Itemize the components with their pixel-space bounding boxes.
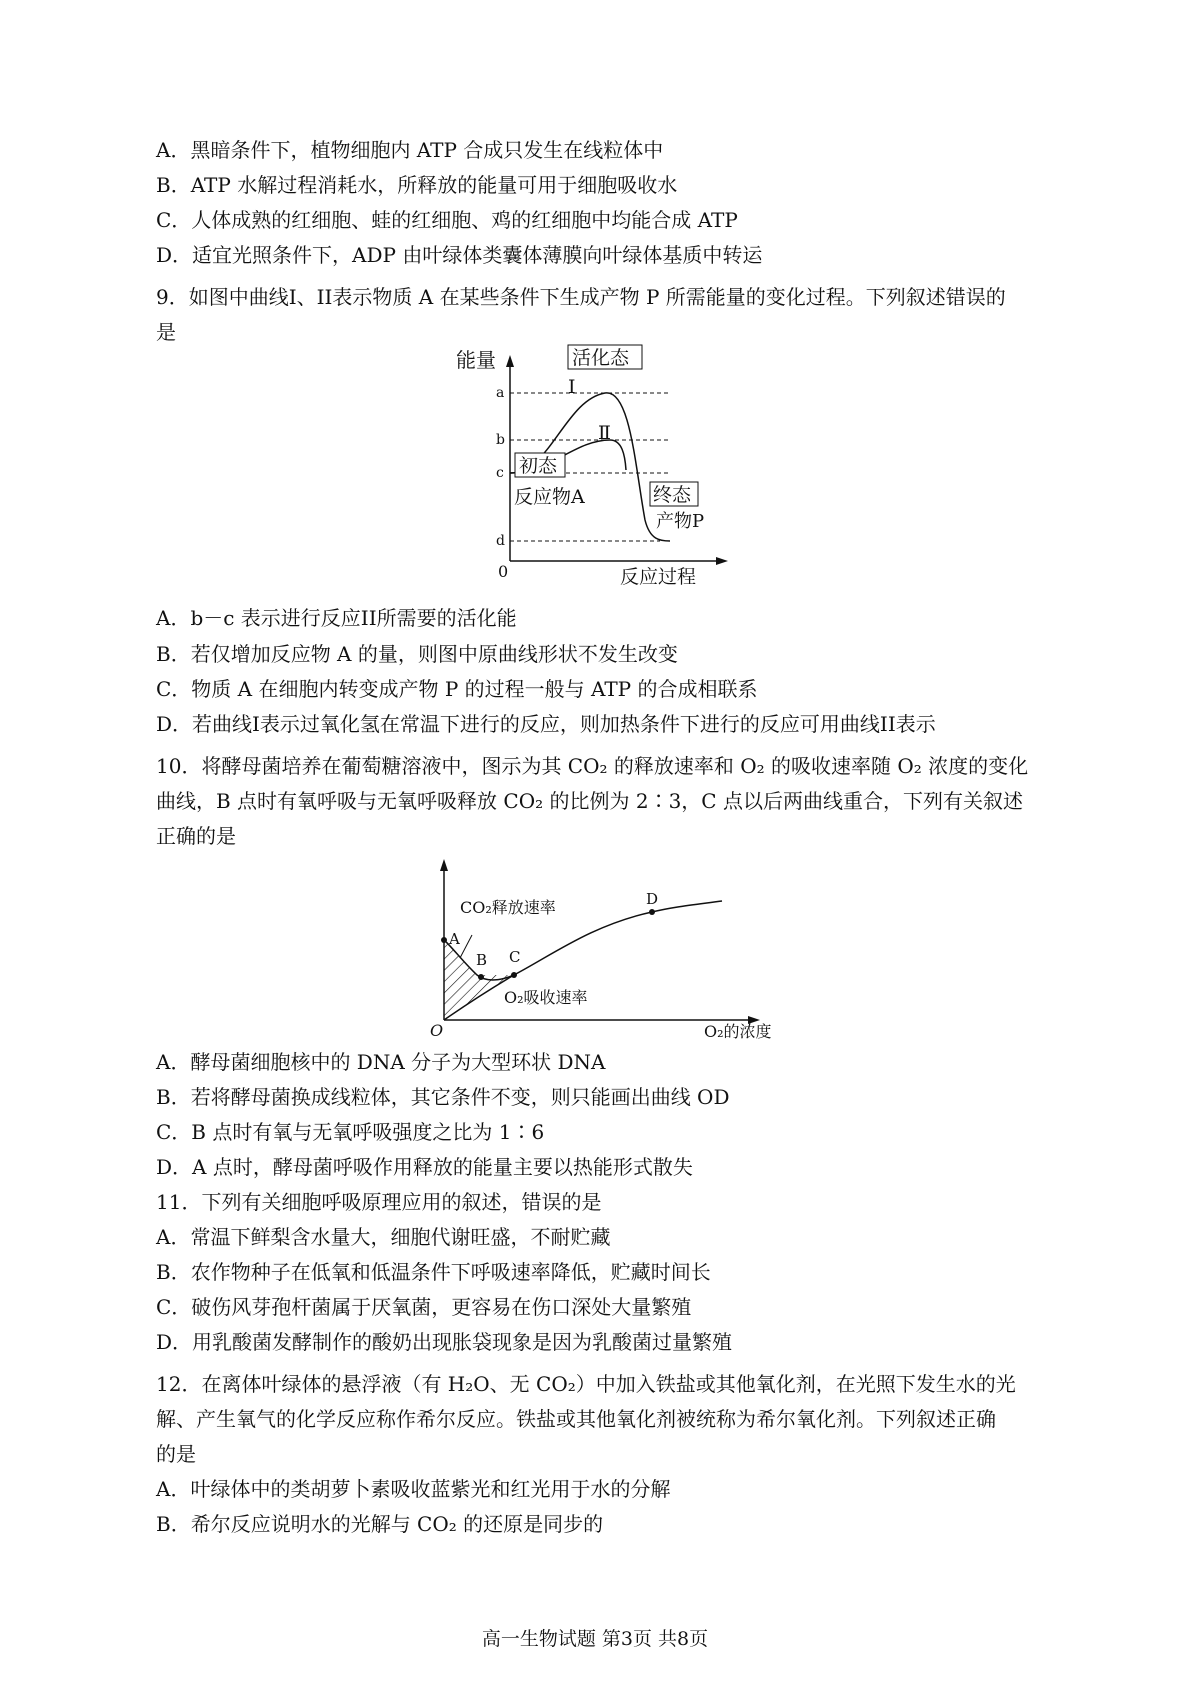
q11-option-c: C．破伤风芽孢杆菌属于厌氧菌，更容易在伤口深处大量繁殖 [156,1295,692,1319]
curve-2-label: Ⅱ [598,422,611,444]
q9-stem-line2: 是 [156,320,176,344]
point-a-dot [441,937,447,943]
q8-option-a: A．黑暗条件下，植物细胞内 ATP 合成只发生在线粒体中 [156,138,664,162]
origin-label: 0 [498,562,509,581]
level-d-label: d [496,533,505,549]
q8-option-b: B．ATP 水解过程消耗水，所释放的能量可用于细胞吸收水 [156,173,678,197]
q12-stem-line2: 解、产生氧气的化学反应称作希尔反应。铁盐或其他氧化剂被统称为希尔氧化剂。下列叙述正确 [156,1407,996,1431]
level-b-label: b [496,432,505,448]
q8-option-c: C．人体成熟的红细胞、蛙的红细胞、鸡的红细胞中均能合成 ATP [156,208,738,232]
q9-stem-line1: 9．如图中曲线I、II表示物质 A 在某些条件下生成产物 P 所需能量的变化过程。下列叙述错误的 [156,285,1006,309]
q10-option-a: A．酵母菌细胞核中的 DNA 分子为大型环状 DNA [156,1050,606,1074]
q9-option-b: B．若仅增加反应物 A 的量，则图中原曲线形状不发生改变 [156,642,678,666]
y-axis-label: 能量 [456,348,496,372]
point-d-dot [649,909,655,915]
q10-option-b: B．若将酵母菌换成线粒体，其它条件不变，则只能画出曲线 OD [156,1085,730,1109]
q10-stem-line2: 曲线，B 点时有氧呼吸与无氧呼吸释放 CO₂ 的比例为 2∶3，C 点以后两曲线重合，下列有关叙述 [156,789,1023,813]
point-c-dot [511,972,517,978]
curve-1-label: I [568,376,576,398]
q12-stem-line1: 12．在离体叶绿体的悬浮液（有 H₂O、无 CO₂）中加入铁盐或其他氧化剂，在光照下发生水的光 [156,1372,1016,1396]
q12-option-a: A．叶绿体中的类胡萝卜素吸收蓝紫光和红光用于水的分解 [156,1477,671,1501]
point-d-label: D [646,890,659,908]
q12-stem-line3: 的是 [156,1442,196,1466]
q10-option-d: D．A 点时，酵母菌呼吸作用释放的能量主要以热能形式散失 [156,1155,693,1179]
y-arrow-icon [506,355,514,367]
x-arrow-icon [716,557,728,565]
q9-option-c: C．物质 A 在细胞内转变成产物 P 的过程一般与 ATP 的合成相联系 [156,677,758,701]
q12-option-b: B．希尔反应说明水的光解与 CO₂ 的还原是同步的 [156,1512,604,1536]
co2-pointer [460,935,472,958]
co2-leader-line [456,855,464,857]
q9-option-d: D．若曲线I表示过氧化氢在常温下进行的反应，则加热条件下进行的反应可用曲线II表示 [156,712,936,736]
q9-option-a: A．b－c 表示进行反应II所需要的活化能 [156,606,517,630]
point-a-label: A [449,930,460,948]
q10-stem-line1: 10．将酵母菌培养在葡萄糖溶液中，图示为其 CO₂ 的释放速率和 O₂ 的吸收速率随 O₂ 浓度的变化 [156,754,1029,778]
respiration-graph [412,855,792,1040]
co2-rate-label: CO₂释放速率 [460,898,556,917]
q11-option-a: A．常温下鲜梨含水量大，细胞代谢旺盛，不耐贮藏 [156,1225,611,1249]
energy-diagram [456,345,730,595]
x-axis-label: 反应过程 [620,566,697,588]
q10-stem-line3: 正确的是 [156,824,236,848]
q11-stem: 11．下列有关细胞呼吸原理应用的叙述，错误的是 [156,1190,602,1214]
point-b-label: B [476,951,488,969]
resp-y-arrow-icon [440,859,448,871]
point-c-label: C [509,948,521,966]
resp-x-axis-label: O₂的浓度 [704,1022,772,1041]
q8-option-d: D．适宜光照条件下，ADP 由叶绿体类囊体薄膜向叶绿体基质中转运 [156,243,763,267]
o2-rate-label: O₂吸收速率 [504,988,588,1007]
activated-state-label: 活化态 [572,347,630,369]
page-footer: 高一生物试题 第3页 共8页 [481,1628,709,1650]
q11-option-d: D．用乳酸菌发酵制作的酸奶出现胀袋现象是因为乳酸菌过量繁殖 [156,1330,733,1354]
final-state-label: 终态 [653,484,692,506]
level-c-label: c [496,465,504,481]
q10-option-c: C．B 点时有氧与无氧呼吸强度之比为 1∶6 [156,1120,545,1144]
reactant-label: 反应物A [514,486,585,508]
point-b-dot [478,974,484,980]
initial-state-label: 初态 [519,455,558,477]
level-a-label: a [496,385,505,401]
resp-origin-label: O [430,1021,444,1040]
product-label: 产物P [656,511,705,532]
q11-option-b: B．农作物种子在低氧和低温条件下呼吸速率降低，贮藏时间长 [156,1260,711,1284]
